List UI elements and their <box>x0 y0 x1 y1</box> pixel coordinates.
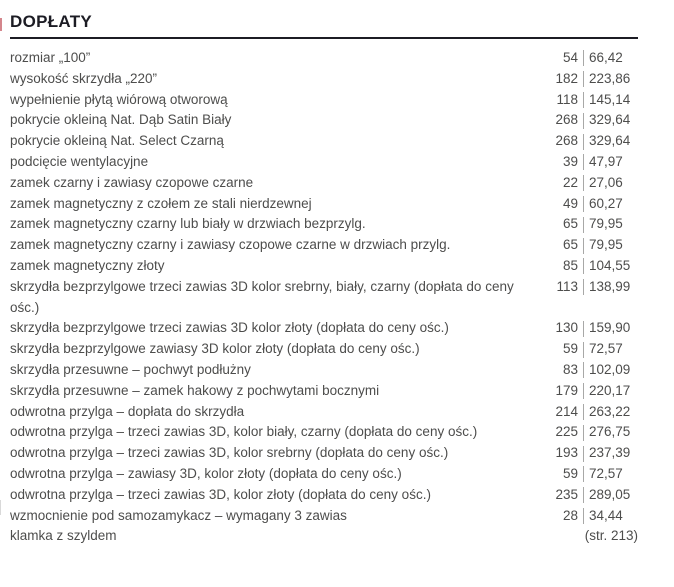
table-row <box>10 381 638 402</box>
table-row <box>10 131 638 152</box>
table-row <box>10 339 638 360</box>
item-price <box>546 214 638 235</box>
header-rule <box>10 37 638 39</box>
table-row <box>10 194 638 215</box>
price-separator <box>583 383 584 399</box>
price-separator <box>583 508 584 524</box>
item-price <box>546 110 638 131</box>
price-gross: 47,97 <box>589 153 623 169</box>
table-row <box>10 360 638 381</box>
price-separator <box>583 279 584 295</box>
price-gross: 34,44 <box>589 507 623 523</box>
price-gross: 102,09 <box>589 361 631 377</box>
table-row <box>10 90 638 111</box>
item-label: wypełnienie płytą wiórową otworową <box>10 91 228 107</box>
price-net: 118 <box>556 91 578 107</box>
price-net: 235 <box>555 486 578 502</box>
item-label: wzmocnienie pod samozamykacz – wymagany 3 zawias <box>10 507 347 523</box>
item-price <box>546 339 638 360</box>
price-gross: 79,95 <box>589 237 623 253</box>
item-label: pokrycie okleiną Nat. Select Czarną <box>10 133 224 149</box>
item-label: zamek magnetyczny złoty <box>10 257 165 273</box>
item-label: podcięcie wentylacyjne <box>10 153 149 169</box>
table-row <box>10 48 638 69</box>
item-price <box>546 443 638 464</box>
price-separator <box>583 196 584 212</box>
price-gross: 72,57 <box>589 465 623 481</box>
price-separator <box>583 404 584 420</box>
item-label: odwrotna przylga – zawiasy 3D, kolor złoty (dopłata do ceny ośc.) <box>10 465 402 481</box>
table-row <box>10 422 638 443</box>
price-net: 193 <box>555 445 578 461</box>
item-label: klamka z szyldem <box>10 528 117 544</box>
item-price <box>546 464 638 485</box>
item-price <box>546 69 638 90</box>
price-net: 182 <box>555 70 578 86</box>
price-net: 130 <box>555 320 578 336</box>
price-separator <box>583 217 584 233</box>
price-separator <box>583 92 584 108</box>
price-net: 59 <box>562 341 578 357</box>
item-price <box>546 152 638 173</box>
price-net: 83 <box>562 361 578 377</box>
price-net: 49 <box>562 195 578 211</box>
price-separator <box>583 466 584 482</box>
table-row <box>10 214 638 235</box>
price-net: 268 <box>555 112 578 128</box>
table-row <box>10 402 638 423</box>
price-separator <box>583 446 584 462</box>
table-row <box>10 110 638 131</box>
item-label: skrzydła bezprzylgowe trzeci zawias 3D kolor srebrny, biały, czarny (dopłata do ceny ośc.) <box>10 278 514 315</box>
item-price <box>546 485 638 506</box>
item-price <box>546 194 638 215</box>
price-note: (str. 213) <box>584 528 638 544</box>
price-net: 28 <box>562 507 578 523</box>
price-gross: 276,75 <box>589 424 631 440</box>
item-price <box>546 360 638 381</box>
item-label: odwrotna przylga – trzeci zawias 3D, kolor srebrny (dopłata do ceny ośc.) <box>10 445 449 461</box>
price-gross: 220,17 <box>589 382 631 398</box>
item-price <box>546 131 638 152</box>
item-price <box>546 526 638 547</box>
item-label: zamek magnetyczny czarny i zawiasy czopowe czarne w drzwiach przylg. <box>10 237 451 253</box>
item-price <box>546 402 638 423</box>
item-label: skrzydła przesuwne – pochwyt podłużny <box>10 361 251 377</box>
price-gross: 66,42 <box>589 50 623 65</box>
price-separator <box>583 342 584 358</box>
price-net: 113 <box>556 278 578 294</box>
table-row <box>10 506 638 527</box>
price-separator <box>583 425 584 441</box>
table-row <box>10 318 638 339</box>
price-net: 214 <box>555 403 578 419</box>
price-table <box>10 48 638 547</box>
price-gross: 223,86 <box>589 70 631 86</box>
item-label: odwrotna przylga – dopłata do skrzydła <box>10 403 245 419</box>
item-price <box>546 318 638 339</box>
price-separator <box>583 134 584 150</box>
item-price <box>546 90 638 111</box>
price-net: 179 <box>555 382 578 398</box>
table-row <box>10 526 638 547</box>
item-price <box>546 277 638 298</box>
price-gross: 159,90 <box>589 320 631 336</box>
price-separator <box>583 258 584 274</box>
item-price <box>546 381 638 402</box>
table-row <box>10 173 638 194</box>
item-price <box>546 48 638 69</box>
item-price <box>546 506 638 527</box>
price-gross: 145,14 <box>589 91 631 107</box>
price-gross: 289,05 <box>589 486 631 502</box>
item-label: zamek czarny i zawiasy czopowe czarne <box>10 174 254 190</box>
price-separator <box>583 238 584 254</box>
item-label: zamek magnetyczny z czołem ze stali nierdzewnej <box>10 195 312 211</box>
item-price <box>546 422 638 443</box>
item-label: skrzydła przesuwne – zamek hakowy z pochwytami bocznymi <box>10 382 380 398</box>
price-separator <box>583 175 584 191</box>
item-price <box>546 173 638 194</box>
table-row <box>10 235 638 256</box>
price-gross: 237,39 <box>589 445 631 461</box>
page-edge-artifact-gray <box>0 500 1 515</box>
item-label: zamek magnetyczny czarny lub biały w drzwiach bezprzylg. <box>10 216 366 232</box>
table-row <box>10 485 638 506</box>
price-gross: 72,57 <box>589 341 623 357</box>
price-separator <box>583 487 584 503</box>
price-gross: 79,95 <box>589 216 623 232</box>
item-label: wysokość skrzydła „220” <box>10 70 158 86</box>
price-net: 54 <box>562 50 578 65</box>
item-label: rozmiar „100” <box>10 50 91 65</box>
price-net: 65 <box>562 216 578 232</box>
item-label: pokrycie okleiną Nat. Dąb Satin Biały <box>10 112 232 128</box>
price-separator <box>583 50 584 66</box>
item-price <box>546 235 638 256</box>
page-title: DOPŁATY <box>10 12 93 31</box>
price-separator <box>583 113 584 129</box>
table-row <box>10 443 638 464</box>
price-net: 85 <box>562 257 578 273</box>
price-net: 65 <box>562 237 578 253</box>
item-label: skrzydła bezprzylgowe trzeci zawias 3D kolor złoty (dopłata do ceny ośc.) <box>10 320 449 336</box>
price-gross: 263,22 <box>589 403 631 419</box>
item-label: odwrotna przylga – trzeci zawias 3D, kolor biały, czarny (dopłata do ceny ośc.) <box>10 424 478 440</box>
table-row <box>10 256 638 277</box>
price-gross: 329,64 <box>589 112 631 128</box>
price-net: 22 <box>562 174 578 190</box>
price-gross: 104,55 <box>589 257 631 273</box>
price-separator <box>583 71 584 87</box>
price-gross: 27,06 <box>589 174 623 190</box>
price-gross: 60,27 <box>589 195 623 211</box>
item-label: odwrotna przylga – trzeci zawias 3D, kolor złoty (dopłata do ceny ośc.) <box>10 486 431 502</box>
table-row <box>10 69 638 90</box>
page-edge-artifact-red <box>0 18 2 31</box>
price-gross: 138,99 <box>589 278 631 294</box>
price-gross: 329,64 <box>589 133 631 149</box>
price-separator <box>583 321 584 337</box>
table-row <box>10 464 638 485</box>
item-label: skrzydła bezprzylgowe zawiasy 3D kolor złoty (dopłata do ceny ośc.) <box>10 341 420 357</box>
price-net: 59 <box>562 465 578 481</box>
price-net: 225 <box>555 424 578 440</box>
item-price <box>546 256 638 277</box>
table-row <box>10 277 638 319</box>
table-row <box>10 152 638 173</box>
price-net: 39 <box>562 153 578 169</box>
price-net: 268 <box>555 133 578 149</box>
price-separator <box>583 362 584 378</box>
price-separator <box>583 154 584 170</box>
